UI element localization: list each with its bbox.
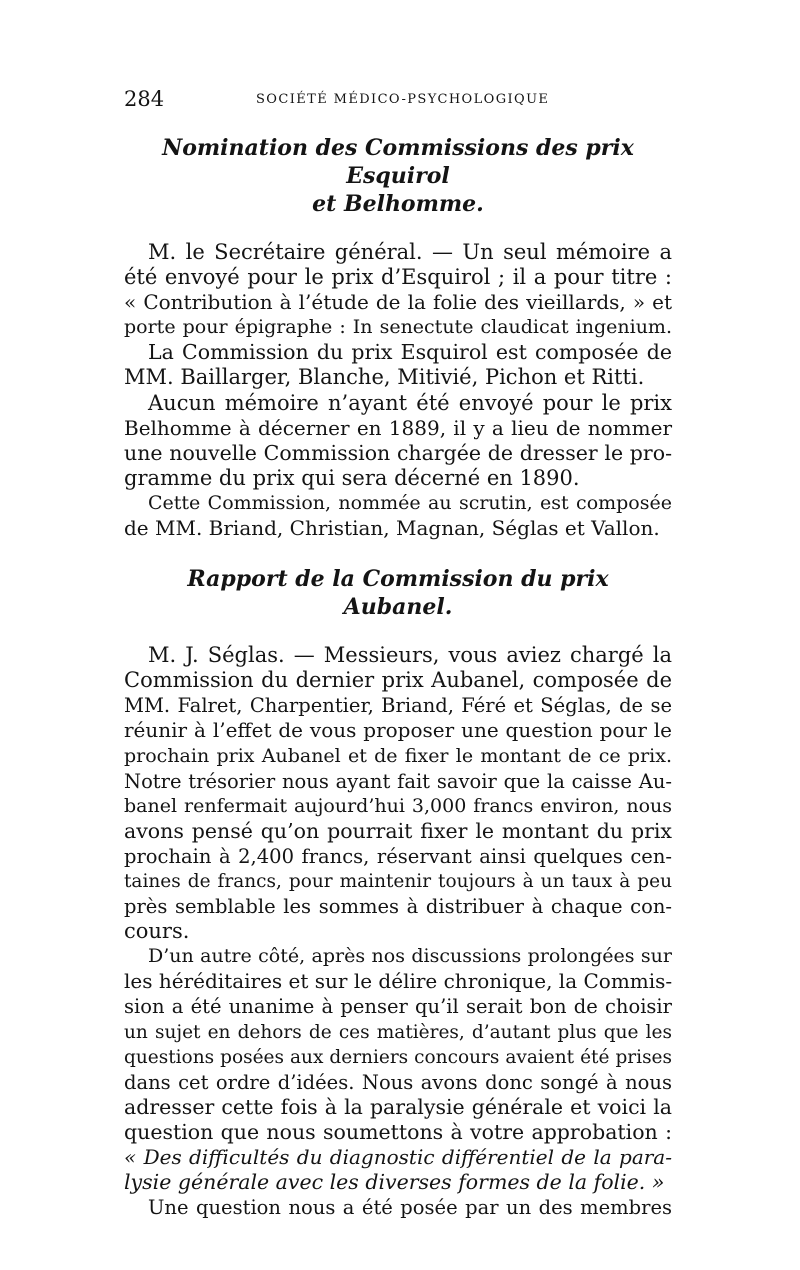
text-line: « Contribution à l’étude de la folie des vieillards, » et — [124, 290, 672, 315]
text-line: Cette Commission, nommée au scrutin, est composée — [148, 491, 672, 514]
text-line: Commission du dernier prix Aubanel, composée de — [124, 668, 672, 693]
text-line: Une question nous a été posée par un des membres — [148, 1196, 672, 1220]
text-line: lysie générale avec les diverses formes de la folie. » — [124, 1170, 665, 1195]
section-heading-rapport — [124, 565, 672, 621]
heading-line: Nomination des Commissions des prix Esquirol — [162, 135, 634, 189]
text-line: prochain à 2,400 francs, réservant ainsi quelques cen- — [124, 844, 672, 868]
text-line: Belhomme à décerner en 1889, il y a lieu de nommer — [124, 415, 672, 440]
section-heading-commissions — [124, 134, 672, 218]
heading-line: et Belhomme. — [312, 191, 484, 217]
text-line: MM. Baillarger, Blanche, Mitivié, Pichon et Ritti. — [124, 365, 645, 390]
text-line: de MM. Briand, Christian, Magnan, Séglas et Vallon. — [124, 516, 660, 541]
text-line: dans cet ordre d’idées. Nous avons donc songé à nous — [124, 1070, 672, 1094]
text-line: question que nous soumettons à votre approbation : — [124, 1119, 672, 1144]
text-line: D’un autre côté, après nos discussions prolongées sur — [148, 945, 672, 968]
section-body-rapport — [124, 643, 672, 1220]
text-line: près semblable les sommes à distribuer à chaque con- — [124, 895, 672, 919]
text-line: porte pour épigraphe : In senectute claudicat ingenium. — [124, 316, 672, 339]
text-line: M. le Secrétaire général. — Un seul mémoire a — [148, 240, 672, 264]
text-line: été envoyé pour le prix d’Esquirol ; il a pour titre : — [124, 265, 672, 290]
page — [124, 86, 672, 1220]
text-line: adresser cette fois à la paralysie générale et voici la — [124, 1094, 672, 1119]
text-line: un sujet en dehors de ces matières, d’autant plus que les — [124, 1021, 672, 1043]
section-body-commissions — [124, 240, 672, 541]
text-line: avons pensé qu’on pourrait fixer le montant du prix — [124, 818, 672, 843]
text-line: une nouvelle Commission chargée de dresser le pro- — [124, 440, 672, 465]
text-line: cours. — [124, 919, 190, 944]
text-line: les héréditaires et sur le délire chronique, la Commis- — [124, 969, 673, 994]
text-line: sion a été unanime à penser qu’il serait bon de choisir — [124, 995, 672, 1019]
page-header — [124, 86, 672, 120]
text-line: réunir à l’effet de vous proposer une question pour le — [124, 718, 672, 743]
text-line: taines de francs, pour maintenir toujours à un taux à peu — [124, 870, 672, 892]
text-line: banel renfermait aujourd’hui 3,000 francs environ, nous — [124, 794, 672, 817]
text-line: gramme du prix qui sera décerné en 1890. — [124, 465, 580, 490]
text-line: prochain prix Aubanel et de fixer le montant de ce prix. — [124, 744, 672, 767]
text-line: « Des difficultés du diagnostic différentiel de la para- — [124, 1145, 672, 1169]
page-number: 284 — [124, 87, 165, 111]
text-line: MM. Falret, Charpentier, Briand, Féré et Séglas, de se — [124, 694, 672, 718]
text-line: M. J. Séglas. — Messieurs, vous aviez chargé la — [148, 643, 672, 668]
text-line: Notre trésorier nous ayant fait savoir que la caisse Au- — [124, 769, 672, 793]
text-line: Aucun mémoire n’ayant été envoyé pour le prix — [148, 390, 672, 415]
text-line: La Commission du prix Esquirol est composée de — [148, 340, 672, 365]
text-line: questions posées aux derniers concours avaient été prises — [124, 1046, 672, 1068]
running-head: SOCIÉTÉ MÉDICO-PSYCHOLOGIQUE — [256, 92, 550, 107]
heading-line: Rapport de la Commission du prix Aubanel. — [187, 566, 609, 621]
